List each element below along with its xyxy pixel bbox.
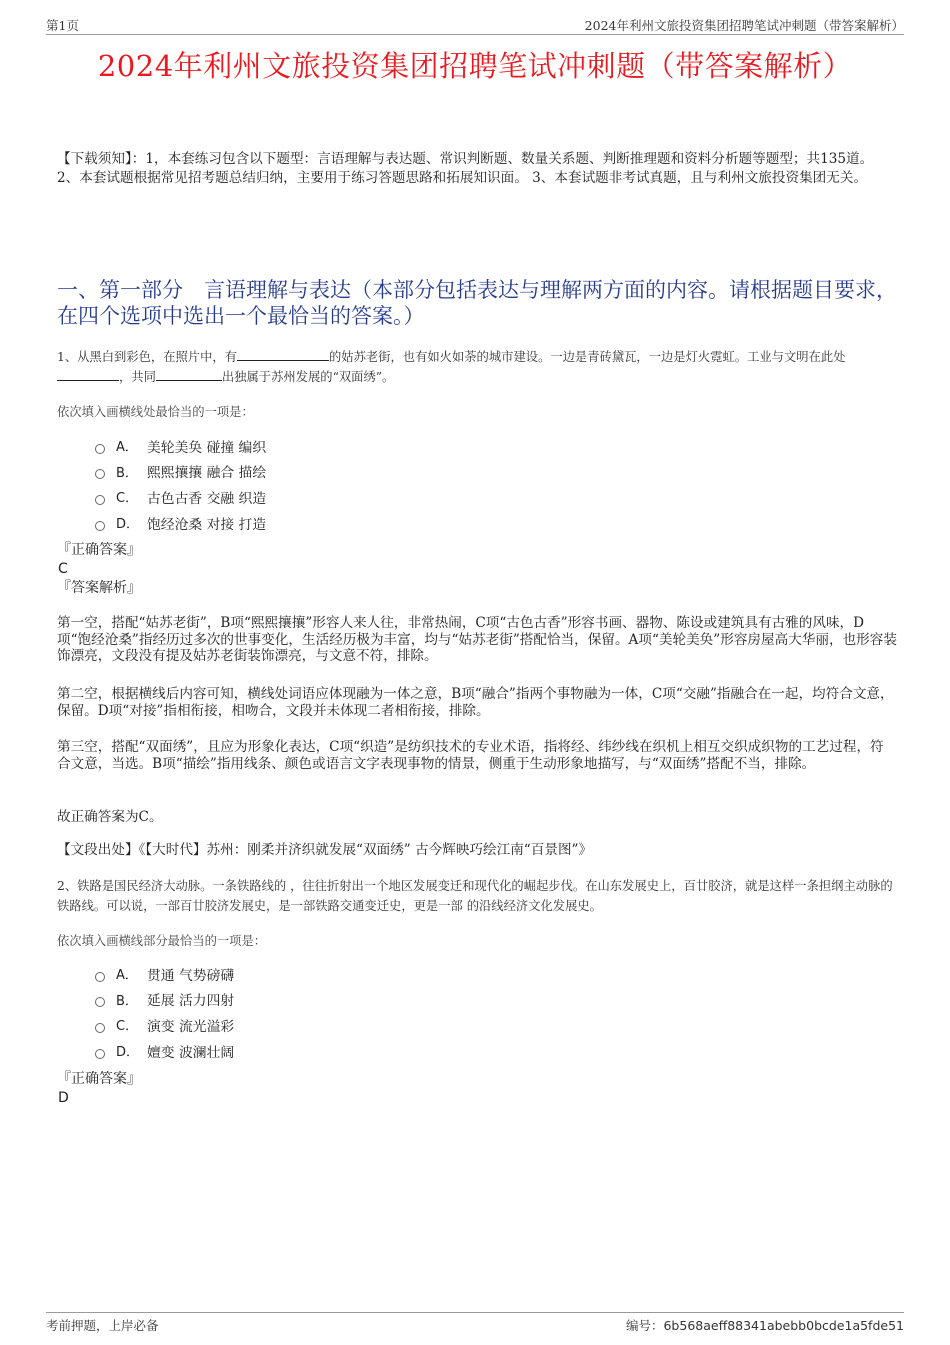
blank-2	[57, 368, 119, 381]
page-header	[46, 16, 904, 35]
blank-3	[156, 368, 222, 381]
radio-icon[interactable]	[95, 469, 105, 479]
analysis-paragraph-2: 第二空，根据横线后内容可知，横线处词语应体现融为一体之意，B项“融合”指两个事物融为一体，C项“交融”指融合在一起，均符合文意，保留。D项“对接”指相衔接，相吻合，文段并未体现二者相衔接，排除。	[57, 686, 894, 719]
question-1-instruction: 依次填入画横线处最恰当的一项是：	[57, 405, 254, 419]
option-text: 嬗变 波澜壮阔	[147, 1044, 235, 1061]
question-2-instruction: 依次填入画横线部分最恰当的一项是：	[57, 934, 267, 948]
analysis-paragraph-1: 第一空，搭配“姑苏老街”，B项“熙熙攘攘”形容人来人往，非常热闹，C项“古色古香”形容书画、器物、陈设或建筑具有古雅的风味，D项“饱经沧桑”指经历过多次的世事变化，生活经历极为丰富，均与“姑苏老街”搭配恰当，保留。A项“美轮美奂”形容房屋高大华丽，也形容装饰漂亮，文段没有提及姑苏老街装饰漂亮，与文意不符，排除。	[57, 615, 897, 664]
blank-1	[237, 348, 329, 361]
option-b[interactable]	[95, 987, 234, 1013]
option-a[interactable]	[95, 961, 234, 987]
option-letter: C．	[116, 491, 139, 507]
option-letter: C．	[116, 1019, 139, 1035]
analysis-paragraph-3: 第三空，搭配“双面绣”，且应为形象化表达，C项“织造”是纺织技术的专业术语，指将经、纬纱线在织机上相互交织成织物的工艺过程，符合文意，当选。B项“描绘”指用线条、颜色或语言文字表现事物的情景，侧重于生动形象地描写，与“双面绣”搭配不当，排除。	[57, 739, 884, 772]
answer-value: C	[58, 561, 68, 577]
option-letter: A．	[116, 968, 138, 984]
option-text: 延展 活力四射	[147, 993, 235, 1010]
option-text: 演变 流光溢彩	[147, 1018, 235, 1035]
page-footer	[46, 1312, 904, 1333]
analysis-conclusion: 故正确答案为C。	[57, 809, 163, 825]
radio-icon[interactable]	[95, 997, 105, 1007]
download-notice: 【下载须知】：1，本套练习包含以下题型：言语理解与表达题、常识判断题、数量关系题、判断推理题和资料分析题等题型；共135道。 2、本套试题根据常见招考题总结归纳，主要用于练习答题思路和拓展知识面。 3、本套试题非考试真题，且与利州文旅投资集团无关。	[57, 151, 874, 186]
header-doc-title: 2024年利州文旅投资集团招聘笔试冲刺题（带答案解析）	[584, 18, 904, 33]
radio-icon[interactable]	[95, 1049, 105, 1059]
radio-icon[interactable]	[95, 972, 105, 982]
answer-label: 『正确答案』	[57, 542, 141, 558]
analysis-label: 『答案解析』	[57, 580, 141, 596]
radio-icon[interactable]	[95, 444, 105, 454]
q1-stem-part: ，共同	[119, 370, 156, 384]
radio-icon[interactable]	[95, 1023, 105, 1033]
option-text: 古色古香 交融 织造	[147, 490, 267, 507]
footer-slogan: 考前押题，上岸必备	[46, 1318, 159, 1333]
answer-label: 『正确答案』	[57, 1071, 141, 1087]
radio-icon[interactable]	[95, 495, 105, 505]
page-number: 第1页	[46, 18, 79, 33]
option-letter: B．	[116, 465, 138, 481]
question-2-stem: 2、铁路是国民经济大动脉。一条铁路线的 ，往往折射出一个地区发展变迁和现代化的崛起步伐。在山东发展史上，百廿胶济，就是这样一条担纲主动脉的铁路线。可以说，一部百廿胶济发展史，是一部铁路交通变迁史，更是一部 的沿线经济文化发展史。	[57, 879, 893, 913]
option-text: 美轮美奂 碰撞 编织	[147, 439, 267, 456]
option-letter: A．	[116, 440, 138, 456]
radio-icon[interactable]	[95, 521, 105, 531]
answer-value: D	[58, 1090, 69, 1106]
q1-stem-part: 1、从黑白到彩色，在照片中，有	[57, 350, 237, 364]
option-d[interactable]	[95, 510, 266, 536]
q1-stem-part: 的姑苏老街，也有如火如荼的城市建设。一边是青砖黛瓦，一边是灯火霓虹。工业与文明在此处	[328, 350, 846, 364]
question-2-answer	[57, 1070, 897, 1108]
page-title: 2024年利州文旅投资集团招聘笔试冲刺题（带答案解析）	[97, 49, 853, 83]
option-letter: D．	[116, 517, 140, 533]
question-1-stem	[57, 347, 897, 387]
footer-serial: 编号：6b568aeff88341abebb0bcde1a5fde51	[625, 1318, 904, 1333]
option-b[interactable]	[95, 459, 266, 485]
option-letter: D．	[116, 1045, 140, 1061]
option-c[interactable]	[95, 484, 266, 510]
option-a[interactable]	[95, 433, 266, 459]
option-text: 熙熙攘攘 融合 描绘	[147, 465, 267, 482]
option-d[interactable]	[95, 1038, 234, 1064]
question-2-options	[95, 961, 234, 1063]
option-text: 饱经沧桑 对接 打造	[147, 516, 267, 533]
question-1-options	[95, 433, 266, 535]
section-heading: 一、第一部分 言语理解与表达（本部分包括表达与理解两方面的内容。请根据题目要求，在四个选项中选出一个最恰当的答案。）	[57, 278, 897, 328]
option-c[interactable]	[95, 1012, 234, 1038]
option-letter: B．	[116, 993, 138, 1009]
passage-source: 【文段出处】《【大时代】苏州：刚柔并济织就发展“双面绣” 古今辉映巧绘江南“百景图”》	[57, 842, 593, 858]
question-1-answer	[57, 541, 897, 598]
q1-stem-part: 出独属于苏州发展的“双面绣”。	[221, 370, 395, 384]
option-text: 贯通 气势磅礴	[147, 967, 235, 984]
